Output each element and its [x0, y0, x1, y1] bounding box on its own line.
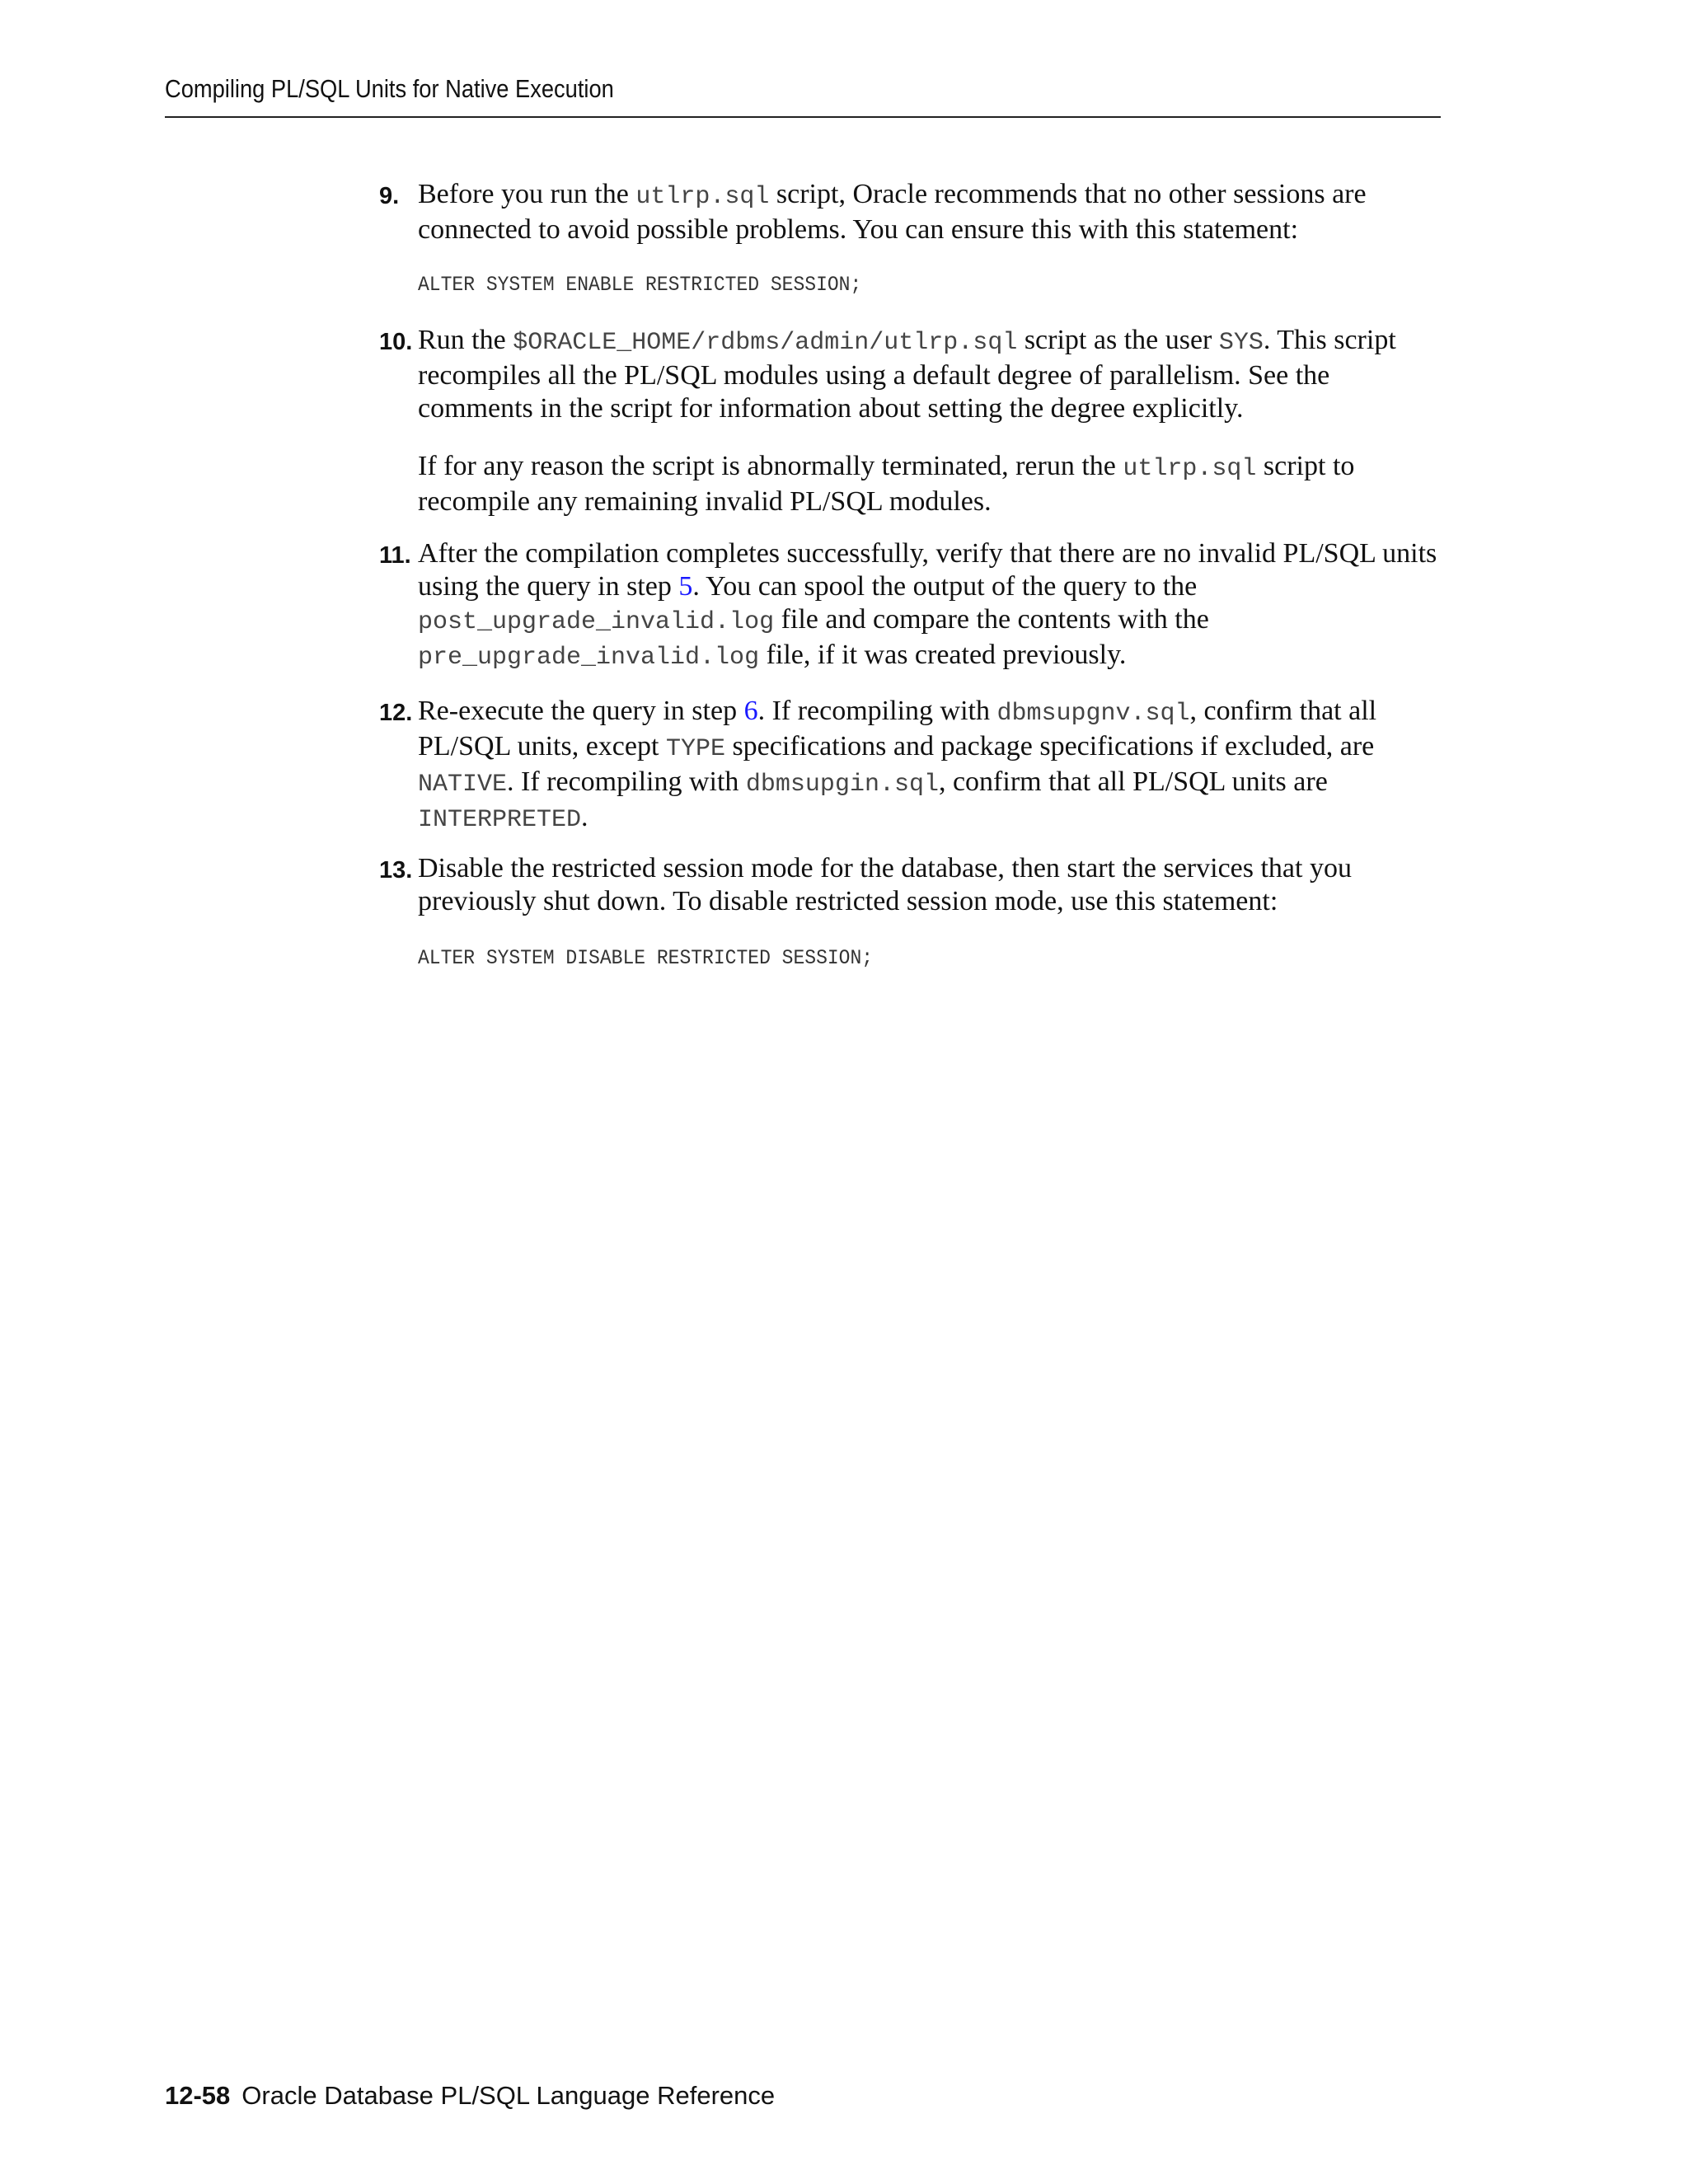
book-title: Oracle Database PL/SQL Language Reference: [241, 2081, 776, 2110]
step-number: 12.: [379, 700, 413, 726]
code-block: ALTER SYSTEM DISABLE RESTRICTED SESSION;: [418, 946, 874, 970]
step-9: [379, 178, 1451, 246]
step-text: [418, 178, 1451, 246]
code-inline: post_upgrade_invalid.log: [418, 608, 775, 636]
step-number: 10.: [379, 329, 413, 355]
step-number: 11.: [379, 542, 411, 569]
step-text: [418, 852, 1451, 918]
paragraph: After the compilation completes successfully, verify that there are no invalid PL/SQL units using the query in step 5. You can spool the output of the query to the post_upgrade_invalid.log file and compare the contents with the pre_upgrade_invalid.log file, if it was created previously.: [418, 538, 1437, 672]
step-text: [418, 537, 1451, 674]
code-inline: pre_upgrade_invalid.log: [418, 644, 760, 672]
page-number: 12-58: [165, 2081, 231, 2110]
step-12: [379, 695, 1451, 837]
paragraph: Before you run the utlrp.sql script, Oracle recommends that no other sessions are connected to avoid possible problems. You can ensure this with this statement:: [418, 179, 1367, 245]
paragraph: Disable the restricted session mode for the database, then start the services that you previously shut down. To disable restricted session mode, use this statement:: [418, 853, 1352, 916]
code-inline: dbmsupgin.sql: [745, 771, 939, 799]
page-footer: [165, 2081, 775, 2111]
header-divider: [165, 116, 1441, 118]
step-text: [418, 324, 1451, 518]
step-number: 13.: [379, 857, 413, 883]
code-inline: INTERPRETED: [418, 806, 582, 834]
paragraph: Re-execute the query in step 6. If recompiling with dbmsupgnv.sql, confirm that all PL/SQL units, except TYPE specifications and package specifications if excluded, are NATIVE. If recompiling with dbmsupgin.sql, confirm that all PL/SQL units are INTERPRETED.: [418, 696, 1377, 834]
paragraph: If for any reason the script is abnormally terminated, rerun the utlrp.sql script to recompile any remaining invalid PL/SQL modules.: [418, 451, 1355, 517]
step-text: [418, 695, 1451, 837]
code-inline: dbmsupgnv.sql: [996, 700, 1190, 728]
paragraph: Run the $ORACLE_HOME/rdbms/admin/utlrp.sql script as the user SYS. This script recompiles all the PL/SQL modules using a default degree of parallelism. See the comments in the script for information about setting the degree explicitly.: [418, 325, 1396, 424]
code-block: ALTER SYSTEM ENABLE RESTRICTED SESSION;: [418, 273, 862, 297]
step-number: 9.: [379, 183, 400, 209]
code-inline: TYPE: [665, 735, 725, 763]
code-inline: utlrp.sql: [1123, 455, 1257, 483]
code-inline: utlrp.sql: [635, 183, 770, 211]
step-13: [379, 852, 1451, 918]
step-11: [379, 537, 1451, 674]
step-10: [379, 324, 1451, 518]
code-inline: $ORACLE_HOME/rdbms/admin/utlrp.sql: [513, 329, 1018, 357]
step-6-link[interactable]: 6: [743, 696, 758, 726]
code-inline: SYS: [1218, 329, 1264, 357]
code-inline: NATIVE: [418, 771, 508, 799]
running-header: Compiling PL/SQL Units for Native Execution: [165, 74, 614, 103]
step-5-link[interactable]: 5: [678, 571, 693, 602]
